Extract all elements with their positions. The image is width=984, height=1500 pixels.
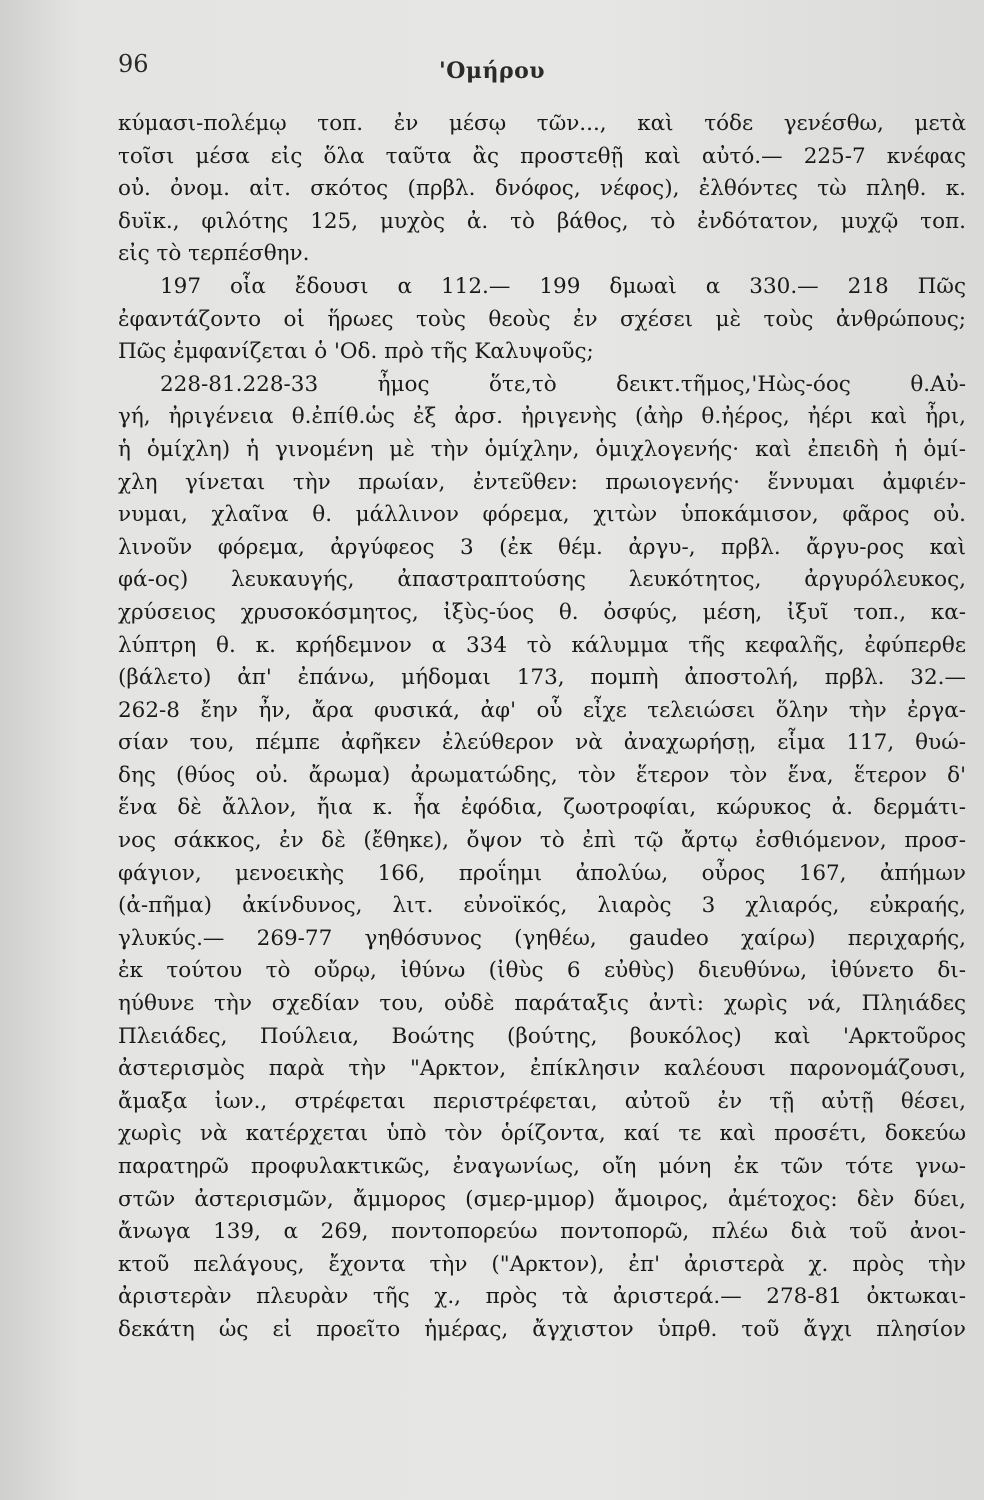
text-line: ἡ ὁμίχλη) ἡ γινομένη μὲ τὴν ὁμίχλην, ὁμιχλογενής· καὶ ἐπειδὴ ἡ ὁμί- — [118, 436, 966, 462]
text-line: 262-8 ἔην ἦν, ἄρα φυσικά, ἀφ' οὗ εἶχε τελειώσει ὅλην τὴν ἐργα- — [118, 697, 966, 723]
text-line: Πῶς ἐμφανίζεται ὁ 'Οδ. πρὸ τῆς Καλυψοῦς; — [118, 339, 594, 365]
running-head: 'Ομήρου — [438, 58, 546, 84]
text-line: ἀριστερὰν πλευρὰν τῆς χ., πρὸς τὰ ἀριστερά.— 278-81 ὀκτωκαι- — [118, 1284, 966, 1310]
text-line: Πλειάδες, Πούλεια, Βοώτης (βούτης, βουκόλος) καὶ 'Αρκτοῦρος — [118, 1023, 966, 1049]
text-line: λύπτρη θ. κ. κρήδεμνον α 334 τὸ κάλυμμα τῆς κεφαλῆς, ἐφύπερθε — [118, 632, 966, 658]
text-line: νυμαι, χλαῖνα θ. μάλλινον φόρεμα, χιτὼν ὑποκάμισον, φᾶρος οὐ. — [118, 502, 966, 528]
text-line: χρύσειος χρυσοκόσμητος, ἰξὺς-ύος θ. ὀσφύς, μέση, ἰξυῖ τοπ., κα- — [118, 599, 966, 625]
text-line: 197 οἷα ἔδουσι α 112.— 199 δμωαὶ α 330.— 218 Πῶς — [160, 273, 966, 299]
text-line: (βάλετο) ἀπ' ἐπάνω, μήδομαι 173, πομπὴ ἀποστολή, πρβλ. 32.— — [118, 665, 966, 691]
text-line: χλη γίνεται τὴν πρωίαν, ἐντεῦθεν: πρωιογενής· ἕννυμαι ἀμφιέν- — [118, 469, 966, 495]
text-line: δεκάτη ὡς εἰ προεῖτο ἡμέρας, ἄγχιστον ὑπρθ. τοῦ ἄγχι πλησίον — [118, 1316, 966, 1342]
text-line: (ἀ-πῆμα) ἀκίνδυνος, λιτ. εὐνοϊκός, λιαρὸς 3 χλιαρός, εὐκραής, — [118, 893, 966, 919]
text-line: εἰς τὸ τερπέσθην. — [118, 241, 310, 267]
text-line: ἄνωγα 139, α 269, ποντοπορεύω ποντοπορῶ, πλέω διὰ τοῦ ἀνοι- — [118, 1219, 966, 1245]
text-line: ἐφαντάζοντο οἱ ἥρωες τοὺς θεοὺς ἐν σχέσει μὲ τοὺς ἀνθρώπους; — [118, 306, 966, 332]
commentary-text — [118, 108, 966, 1347]
text-line: ἐκ τούτου τὸ οὔρῳ, ἰθύνω (ἰθὺς 6 εὐθὺς) διευθύνω, ἰθύνετο δι- — [118, 958, 966, 984]
text-line: γλυκύς.— 269-77 γηθόσυνος (γηθέω, gaudeo χαίρω) περιχαρής, — [118, 925, 966, 951]
text-line: τοῖσι μέσα εἰς ὅλα ταῦτα ἂς προστεθῇ καὶ αὐτό.— 225-7 κνέφας — [118, 143, 966, 169]
text-line: ἄμαξα ἰων., στρέφεται περιστρέφεται, αὐτοῦ ἐν τῇ αὐτῇ θέσει, — [118, 1088, 966, 1114]
text-line: δυϊκ., φιλότης 125, μυχὸς ἀ. τὸ βάθος, τὸ ἐνδότατον, μυχῷ τοπ. — [118, 208, 966, 234]
text-line: σίαν του, πέμπε ἀφῆκεν ἐλεύθερον νὰ ἀναχωρήσῃ, εἷμα 117, θυώ- — [118, 730, 966, 756]
text-line: γή, ἠριγένεια θ.ἐπίθ.ὡς ἐξ ἀρσ. ἠριγενὴς (ἀὴρ θ.ἠέρος, ἠέρι καὶ ἦρι, — [118, 404, 966, 430]
text-line: στῶν ἀστερισμῶν, ἄμμορος (σμερ-μμορ) ἄμοιρος, ἀμέτοχος: δὲν δύει, — [118, 1186, 966, 1212]
text-line: ηύθυνε τὴν σχεδίαν του, οὐδὲ παράταξις ἀντὶ: χωρὶς νά, Πληιάδες — [118, 991, 966, 1017]
text-line: οὐ. ὀνομ. αἰτ. σκότος (πρβλ. δνόφος, νέφος), ἐλθόντες τὼ πληθ. κ. — [118, 176, 966, 202]
text-line: δης (θύος οὐ. ἄρωμα) ἀρωματώδης, τὸν ἕτερον τὸν ἕνα, ἕτερον δ' — [118, 762, 966, 788]
text-line: παρατηρῶ προφυλακτικῶς, ἐναγωνίως, οἴη μόνη ἐκ τῶν τότε γνω- — [118, 1154, 966, 1179]
text-line: λινοῦν φόρεμα, ἀργύφεος 3 (ἐκ θέμ. ἀργυ-, πρβλ. ἄργυ-ρος καὶ — [118, 534, 966, 560]
text-line: χωρὶς νὰ κατέρχεται ὑπὸ τὸν ὁρίζοντα, καί τε καὶ προσέτι, δοκεύω — [118, 1121, 966, 1147]
page-number: 96 — [118, 50, 149, 78]
text-line: κύμασι-πολέμῳ τοπ. ἐν μέσῳ τῶν..., καὶ τόδε γενέσθω, μετὰ — [118, 111, 966, 136]
text-line: νος σάκκος, ἐν δὲ (ἔθηκε), ὄψον τὸ ἐπὶ τῷ ἄρτῳ ἐσθιόμενον, προσ- — [118, 828, 966, 854]
text-line: κτοῦ πελάγους, ἔχοντα τὴν ("Αρκτον), ἐπ' ἀριστερὰ χ. πρὸς τὴν — [118, 1251, 966, 1277]
text-line: φά-ος) λευκαυγής, ἀπαστραπτούσης λευκότητος, ἀργυρόλευκος, — [118, 567, 966, 593]
text-line: 228-81.228-33 ἦμος ὅτε,τὸ δεικτ.τῆμος,'Ηὼς-όος θ.Αὐ- — [160, 371, 966, 397]
text-line: ἀστερισμὸς παρὰ τὴν "Αρκτον, ἐπίκλησιν καλέουσι παρονομάζουσι, — [118, 1056, 966, 1082]
text-line: φάγιον, μενοεικὴς 166, προΐημι ἀπολύω, οὖρος 167, ἀπήμων — [118, 860, 966, 886]
text-line: ἕνα δὲ ἄλλον, ἤια κ. ἦα ἐφόδια, ζωοτροφίαι, κώρυκος ἀ. δερμάτι- — [118, 795, 966, 821]
